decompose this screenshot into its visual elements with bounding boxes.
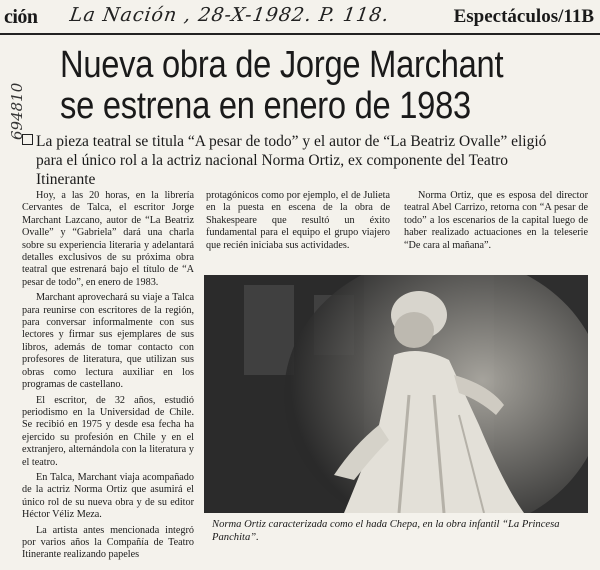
newspaper-name-fragment: ción — [4, 6, 38, 28]
article-column-3 — [404, 190, 588, 255]
paragraph: La artista antes mencionada integró por varios años la Compañía de Teatro Itinerante realizando papeles — [22, 524, 194, 561]
actress-photo — [204, 275, 588, 513]
paragraph: protagónicos como por ejemplo, el de Julieta en la puesta en escena de la obra de Shakespeare que resultó un éxito fundamental para el equipo el grupo viajero que recién iniciaba sus actividades. — [206, 190, 390, 251]
article-column-2 — [206, 190, 390, 255]
paragraph: Marchant aprovechará su viaje a Talca para reunirse con escritores de la región, para conversar informalmente con sus lectores y firmar sus ejemplares de sus libros, además de tomar contacto con profesores de literatura, que utilizan sus obras como lectura auxiliar en los programas de castellano. — [22, 292, 194, 391]
deck-line-1: La pieza teatral se titula “A pesar de todo” y el autor de “La Beatriz Ovalle” eligió — [36, 133, 547, 150]
paragraph: Norma Ortiz, que es esposa del director teatral Abel Carrizo, retorna con “A pesar de todo” a los escenarios de la capital luego de haber realizado actuaciones en la teleserie “De cara al mañana”. — [404, 190, 588, 251]
deck-subheading — [22, 132, 588, 189]
section-label: Espectáculos/11B — [453, 6, 594, 27]
deck-line-3: Itinerante — [36, 171, 96, 188]
headline — [60, 45, 516, 127]
deck-line-2: para el único rol a la actriz nacional Norma Ortiz, ex componente del Teatro — [36, 152, 509, 169]
paragraph: Hoy, a las 20 horas, en la librería Cervantes de Talca, el escritor Jorge Marchant Lazcano, autor de “La Beatriz Ovalle” y “Gabriela” dará una charla sobre su experiencia literaria y adelantará detalles exclusivos de su próxima obra teatral que estrenará bajo el título de “A pesar de todo”, en enero de 1983. — [22, 190, 194, 288]
headline-line-2: se estrena en enero de 1983 — [60, 85, 471, 127]
paragraph: El escritor, de 32 años, estudió periodismo en la Universidad de Chile. Se recibió en 1975 y desde esa fecha ha ejercido su profesión en Chile y en el extranjero, alternándola con la literatura y el teatro. — [22, 394, 194, 468]
headline-line-1: Nueva obra de Jorge Marchant — [60, 44, 504, 86]
photo-caption: Norma Ortiz caracterizada como el hada Chepa, en la obra infantil “La Princesa Panchita”. — [212, 519, 560, 543]
page-header — [0, 0, 600, 34]
paragraph: En Talca, Marchant viaja acompañado de la actriz Norma Ortiz que asumirá el único rol de su nueva obra y de su editor Héctor Véliz Meza. — [22, 471, 194, 521]
handwritten-source-note: La Nación , 28-X-1982. P. 118. — [68, 4, 391, 26]
article-column-1 — [22, 190, 194, 565]
header-rule — [0, 33, 600, 35]
bullet-box-icon — [22, 134, 33, 145]
margin-note-number: 694810 — [8, 82, 26, 140]
photo-illustration — [204, 275, 588, 513]
